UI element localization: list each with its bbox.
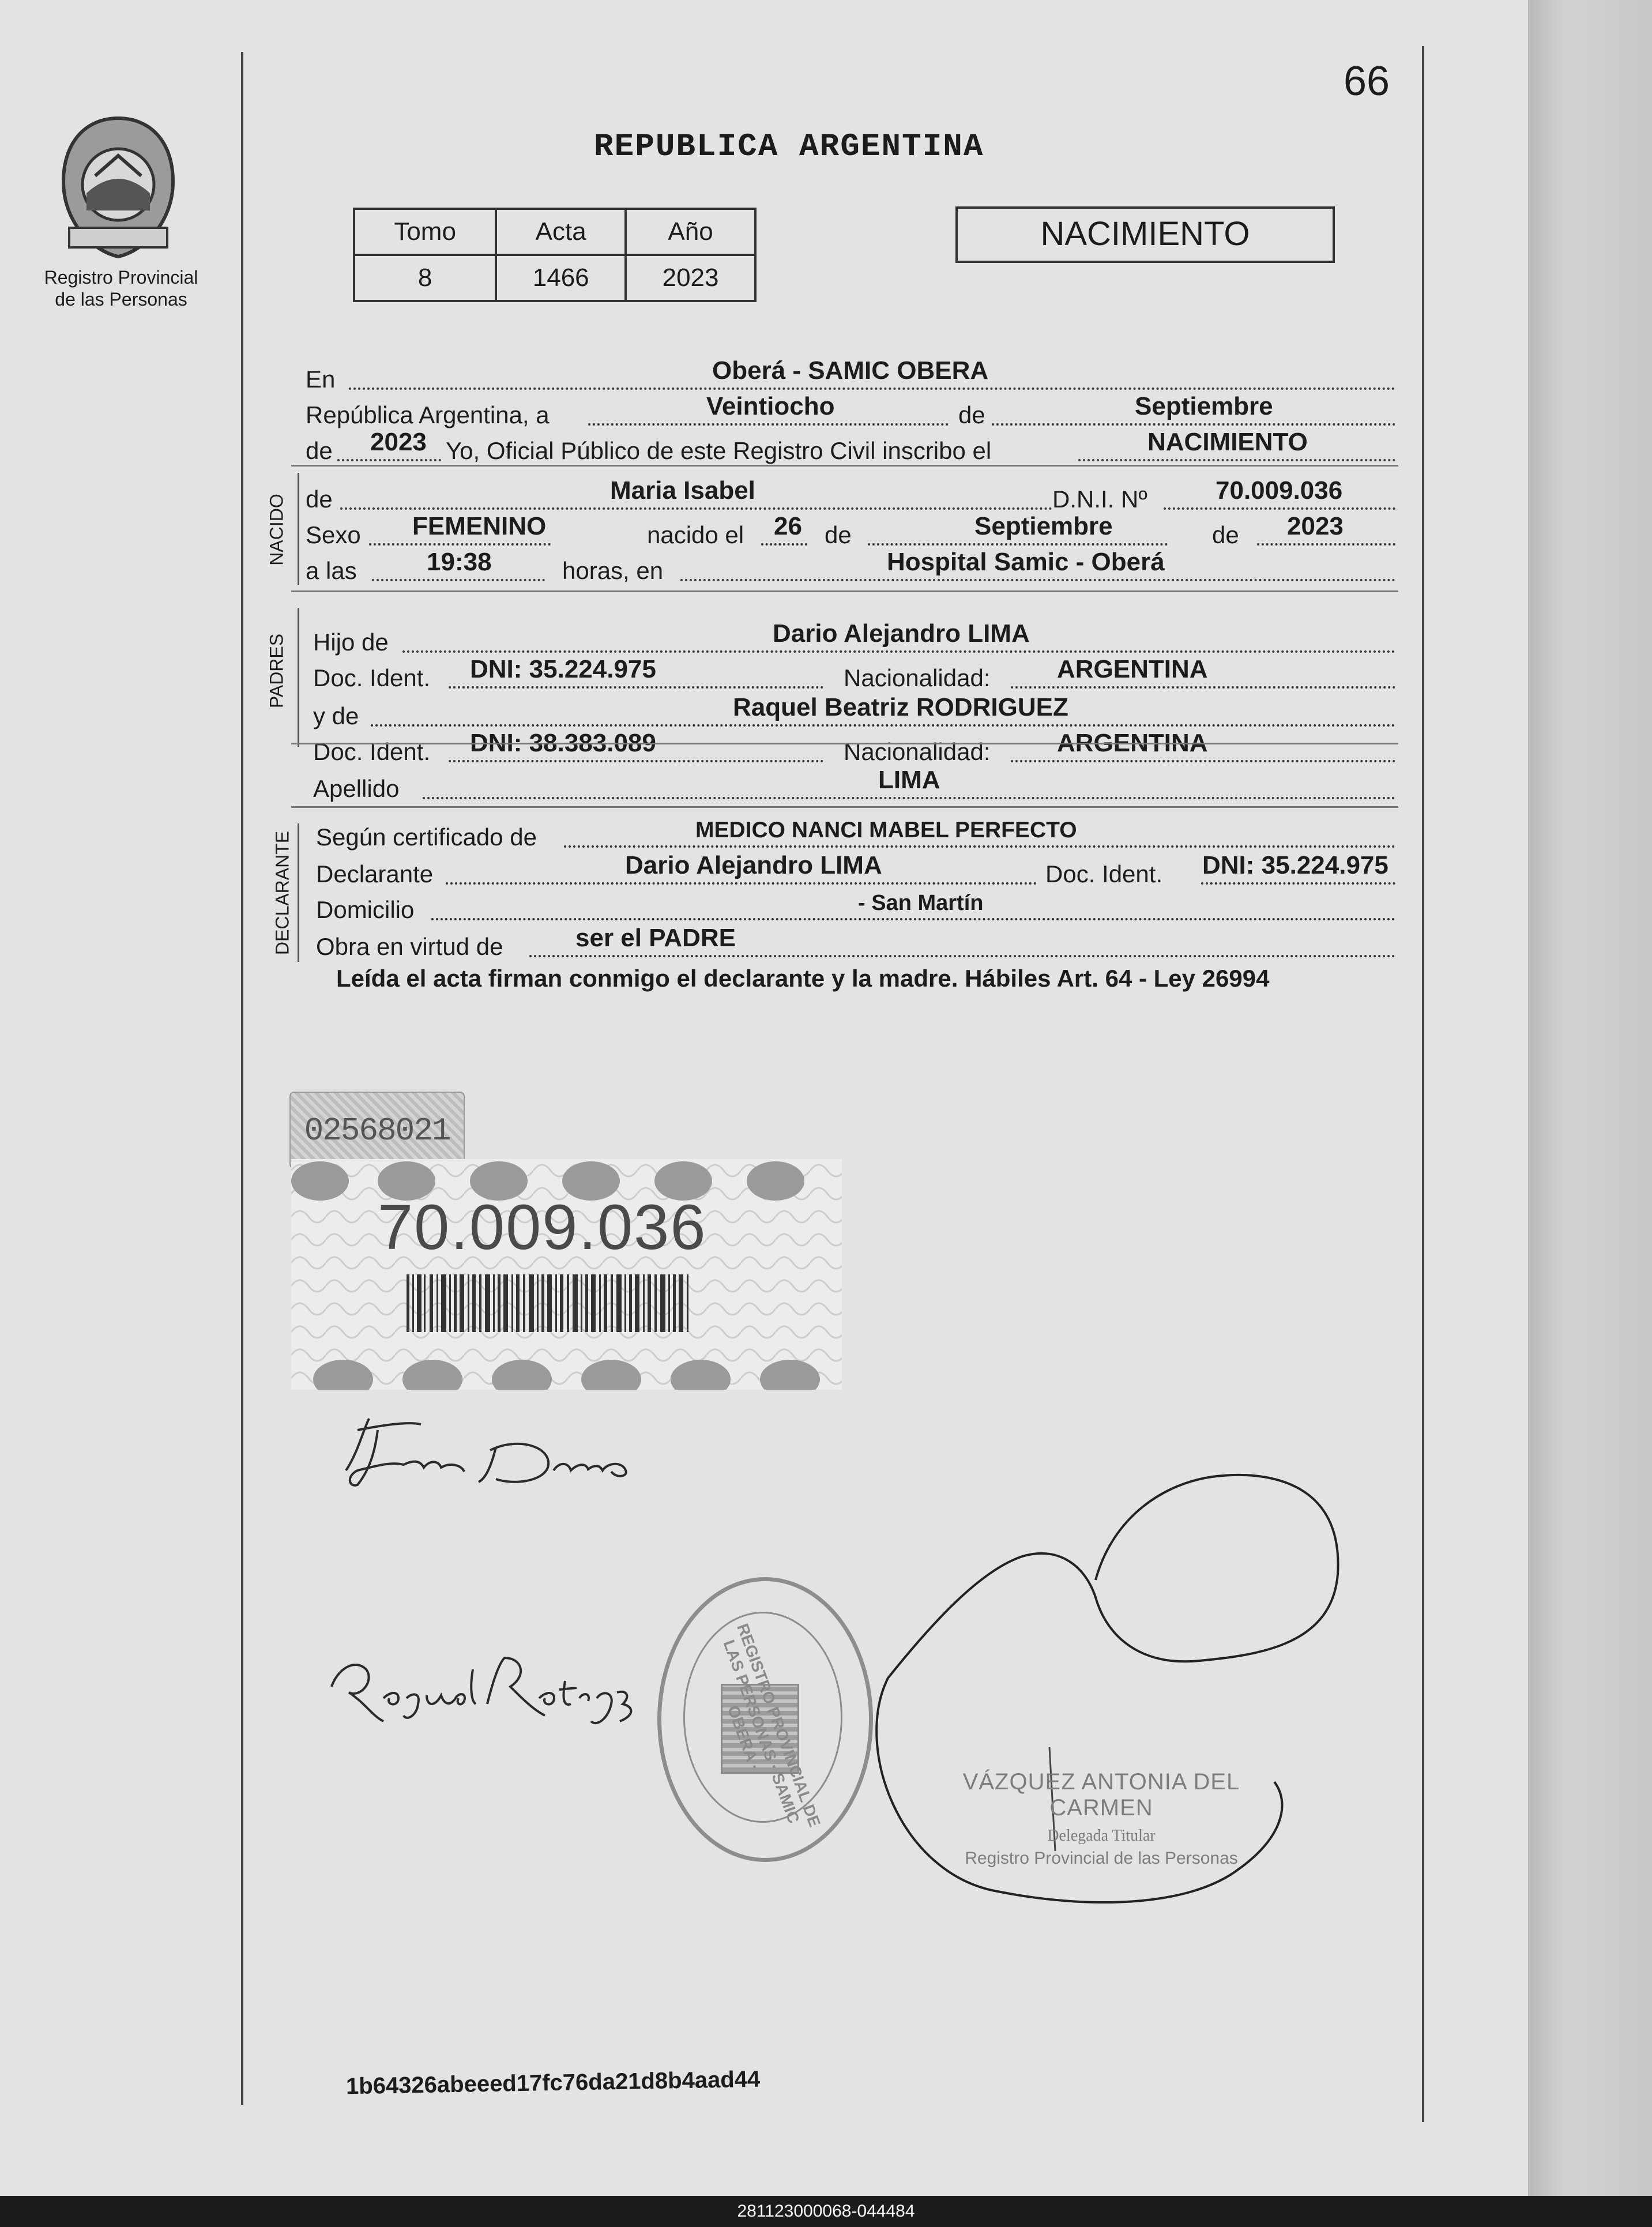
page-number: 66 [1344, 58, 1390, 104]
dotted-leader [992, 423, 1395, 426]
value-lugar: Oberá - SAMIC OBERA [712, 356, 989, 385]
label-de-nombre: de [306, 486, 333, 513]
dotted-leader [372, 579, 545, 581]
field-row-dni-madre [313, 731, 1395, 766]
label-nacido-el: nacido el [647, 521, 744, 548]
section-rule [291, 465, 1398, 467]
value-lugar-nacimiento: Hospital Samic - Oberá [887, 548, 1165, 576]
dotted-leader [371, 724, 1395, 727]
dotted-leader [402, 650, 1395, 653]
record-table-cell: 1466 [496, 255, 626, 301]
father-signature [323, 1407, 680, 1494]
label-y-de: y de [313, 702, 359, 729]
value-domicilio: - San Martín [858, 891, 984, 915]
seal-ring-text: REGISTRO PROVINCIAL DE LAS PERSONAS · SAMIC OBERA · [720, 1621, 824, 1830]
dotted-leader [349, 388, 1395, 390]
province-seal-logo [52, 112, 185, 262]
id-number-sticker [291, 1159, 842, 1390]
value-mes-inscripcion: Septiembre [1135, 392, 1273, 420]
dotted-leader [680, 579, 1395, 581]
section-rule [291, 806, 1398, 808]
side-label-declarante: DECLARANTE [272, 830, 293, 955]
record-type-box: NACIMIENTO [955, 206, 1335, 263]
declarante-bracket [298, 823, 299, 962]
label-de2: de [306, 437, 333, 464]
section-rule [291, 590, 1398, 592]
serial-sticker [289, 1092, 465, 1169]
label-de-anio: de [1212, 521, 1239, 548]
sticker-serial: 02568021 [304, 1112, 450, 1149]
field-row-certificado [316, 817, 1395, 851]
footer-code: 281123000068-044484 [737, 2202, 915, 2221]
label-obra-en-virtud: Obra en virtud de [316, 933, 503, 960]
record-table-value-row [354, 255, 755, 301]
field-row-apellido [313, 768, 1395, 803]
dotted-leader [588, 423, 949, 426]
field-row-declarante [316, 853, 1395, 888]
dotted-leader [529, 955, 1395, 957]
side-label-nacido: NACIDO [266, 494, 287, 566]
value-madre: Raquel Beatriz RODRIGUEZ [733, 693, 1068, 721]
record-table-cell: 2023 [626, 255, 755, 301]
record-table-header: Año [626, 209, 755, 255]
record-table-cell: 8 [354, 255, 496, 301]
label-sexo: Sexo [306, 521, 361, 548]
value-dia-inscripcion: Veintiocho [706, 392, 835, 420]
dotted-leader [423, 797, 1395, 799]
label-republica: República Argentina, a [306, 401, 550, 428]
registry-line-2: de las Personas [55, 289, 187, 310]
field-row-madre [313, 695, 1395, 730]
label-en: En [306, 366, 336, 393]
field-row-nombre [306, 476, 1395, 513]
official-stamp [923, 1769, 1280, 1868]
field-row-inscribo [306, 430, 1395, 465]
dotted-leader [1164, 507, 1395, 510]
value-dni-declarante: DNI: 35.224.975 [1202, 851, 1388, 879]
label-de-mes: de [825, 521, 852, 548]
sticker-id-number: 70.009.036 [378, 1192, 707, 1263]
value-dni-padre: DNI: 35.224.975 [470, 655, 656, 683]
official-office: Registro Provincial de las Personas [965, 1849, 1238, 1868]
dotted-leader [1011, 686, 1395, 689]
dotted-leader [1201, 882, 1395, 885]
label-hijo-de: Hijo de [313, 629, 389, 656]
value-anio-nacimiento: 2023 [1287, 512, 1344, 540]
closing-statement: Leída el acta firman conmigo el declarante y la madre. Hábiles Art. 64 - Ley 26994 [336, 965, 1270, 992]
label-domicilio: Domicilio [316, 896, 415, 923]
value-dni-madre: DNI: 38.383.089 [470, 729, 656, 757]
value-nacionalidad-madre: ARGENTINA [1057, 729, 1208, 757]
field-row-fecha-inscripcion [306, 394, 1395, 429]
dotted-leader [1078, 459, 1395, 461]
dotted-leader [868, 543, 1168, 546]
dotted-leader [1257, 543, 1395, 546]
label-doc-ident-declarante: Doc. Ident. [1045, 860, 1163, 887]
record-table-header: Acta [496, 209, 626, 255]
field-row-lugar [306, 356, 1395, 393]
value-nombre: Maria Isabel [610, 476, 755, 505]
value-nacionalidad-padre: ARGENTINA [1057, 655, 1208, 683]
label-dni: D.N.I. Nº [1052, 486, 1147, 513]
dotted-leader [369, 543, 551, 546]
field-row-obra [316, 926, 1395, 961]
label-apellido: Apellido [313, 775, 400, 802]
record-table-header: Tomo [354, 209, 496, 255]
label-de: de [958, 401, 985, 428]
registry-line-1: Registro Provincial [44, 267, 198, 288]
field-row-padre [313, 619, 1395, 656]
value-tipo: NACIMIENTO [1147, 428, 1308, 456]
value-mes-nacimiento: Septiembre [974, 512, 1113, 540]
label-doc-ident-madre: Doc. Ident. [313, 738, 431, 765]
field-row-sexo [306, 514, 1395, 549]
padres-bracket [298, 608, 299, 747]
dotted-leader [431, 918, 1395, 920]
field-row-hora [306, 550, 1395, 585]
dotted-leader [340, 507, 1052, 510]
value-dia-nacimiento: 26 [774, 512, 802, 540]
label-a-las: a las [306, 557, 357, 584]
label-segun-certificado: Según certificado de [316, 823, 537, 851]
mother-signature [320, 1635, 643, 1739]
scan-edge [1528, 0, 1652, 2196]
label-yo: Yo, Oficial Público de este Registro Civil inscribo el [446, 437, 992, 464]
dotted-leader [564, 845, 1395, 848]
value-hora: 19:38 [427, 548, 492, 576]
value-anio-inscripcion: 2023 [370, 428, 427, 456]
dotted-leader [761, 543, 807, 546]
dotted-leader [337, 459, 441, 461]
value-sexo: FEMENINO [412, 512, 547, 540]
section-rule [291, 743, 1398, 744]
label-doc-ident-padre: Doc. Ident. [313, 664, 431, 691]
dotted-leader [449, 686, 823, 689]
label-declarante: Declarante [316, 860, 434, 887]
field-row-domicilio [316, 889, 1395, 924]
document-hash: 1b64326abeeed17fc76da21d8b4aad44 [345, 2066, 761, 2100]
right-margin-line [1422, 46, 1424, 2122]
label-nacionalidad-madre: Nacionalidad: [844, 738, 991, 765]
label-nacionalidad-padre: Nacionalidad: [844, 664, 991, 691]
dotted-leader [1011, 760, 1395, 762]
official-name: VÁZQUEZ ANTONIA DEL CARMEN [962, 1769, 1240, 1820]
record-table [353, 208, 757, 302]
left-margin-line [241, 52, 243, 2105]
footer-bar [0, 2196, 1652, 2227]
dotted-leader [446, 882, 1037, 885]
official-role: Delegada Titular [1047, 1827, 1156, 1845]
label-horas-en: horas, en [562, 557, 664, 584]
value-padre: Dario Alejandro LIMA [773, 619, 1030, 648]
value-apellido: LIMA [878, 766, 940, 794]
dotted-leader [449, 760, 823, 762]
registry-name [23, 266, 219, 310]
value-declarante: Dario Alejandro LIMA [625, 851, 882, 879]
page-title: REPUBLICA ARGENTINA [594, 128, 984, 165]
value-certificado: MEDICO NANCI MABEL PERFECTO [695, 818, 1077, 842]
nacido-bracket [298, 473, 299, 585]
value-dni: 70.009.036 [1216, 476, 1343, 505]
record-table-header-row [354, 209, 755, 255]
value-obra-en-virtud: ser el PADRE [575, 924, 736, 952]
side-label-padres: PADRES [266, 633, 287, 709]
field-row-dni-padre [313, 657, 1395, 692]
